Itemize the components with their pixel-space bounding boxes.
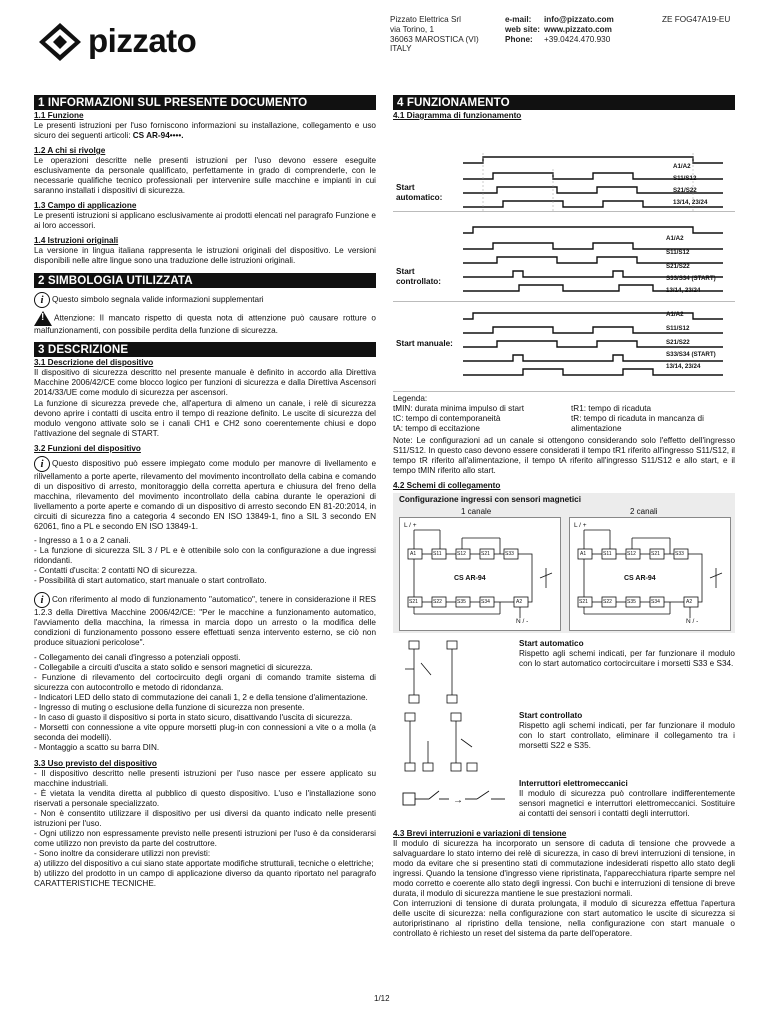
- pizzato-diamond-logo: [38, 22, 82, 62]
- list-item: - Indicatori LED dello stato di commutazione dei canali 1, 2 e della tensione d'alimentazione.: [34, 693, 368, 702]
- signal-label: A1/A2: [673, 163, 691, 170]
- signal-label: S33/S34 (START): [666, 275, 716, 282]
- para-3-1a: Il dispositivo di sicurezza descritto nel presente manuale è definito in accordo alla Direttiva Macchine 2006/42/CE come blocco logico per funzioni di sicurezza e dalla Direttiva Ascensori 2014/33/UE come modulo di sicurezza per ascensori.: [34, 368, 376, 397]
- signal-label: S11/S12: [673, 175, 697, 182]
- list-item: b) utilizzo del prodotto in un campo di applicazione diverso da quanto riportato nel paragrafo CARATTERISTICHE TECNICHE.: [34, 869, 376, 888]
- list-item: - È vietata la vendita diretta al pubblico di questo dispositivo. L'uso e l'installazione sono riservati a personale specializzato.: [34, 789, 376, 808]
- signal-label: S21/S22: [673, 187, 697, 194]
- list-item: - Sono inoltre da considerare utilizzi non previsti:: [34, 849, 211, 858]
- schematic-sub-2: 2 canali: [630, 507, 658, 516]
- info-note: i Questo simbolo segnala valide informazioni supplementari: [34, 292, 376, 308]
- signal-label: 13/14, 23/24: [673, 199, 708, 206]
- start-controlled-text: Rispetto agli schemi indicati, per far funzionare il modulo con lo start controllato, eliminare il collegamento tra i morsetti S22 e S35.: [519, 721, 735, 750]
- para-1-4: La versione in lingua italiana rappresenta le istruzioni originali del dispositivo. Le versioni disponibili nelle altre lingue sono una traduzione delle istruzioni originali.: [34, 246, 376, 265]
- list-item: - Possibilità di start automatico, start manuale o start controllato.: [34, 576, 267, 585]
- list-item: - Montaggio a scatto su barra DIN.: [34, 743, 160, 752]
- schematic-2-channels: L / + N / - CS AR-94 A1 S11 S12 S21 S33 S21 S22 S35 S34 A2: [569, 517, 731, 631]
- para-4-3a: Il modulo di sicurezza ha incorporato un sensore di caduta di tensione che provvede a salvaguardare lo stato interno dei relè di sicurezza, in caso di brevi interruzioni di tensione, in modo da evitare che si presentino stati di commutazione indesiderati rispetto allo stato degli ingressi. Quando la tensione d'ingresso viene ripristinata, l'apparecchiatura riparte sempre nel modo corretto e coerente allo stato degli ingressi. Con buchi e interruzioni di tensione di breve durata, il modulo di sicurezza mantiene le sue prestazioni normali.: [393, 839, 735, 898]
- heading-3-2: 3.2 Funzioni del dispositivo: [34, 444, 141, 453]
- list-item: - Collegabile a circuiti d'uscita a stato solido e sensori magnetici di sicurezza.: [34, 663, 313, 672]
- signal-label: A1/A2: [666, 235, 684, 242]
- diagram-label: Start automatico:: [396, 183, 443, 202]
- para-3-2a: i Questo dispositivo può essere impiegato come modulo per manovre di livellamento e rilivellamento a porte aperte, rilevamento del movimento incontrollato della cabina e comando di un dispositivo di arresto, monitoraggio della corretta apertura e chiusura del freno della macchina, rilevamento del movimento incontrollato della cabina durante le operazioni di livellamento a porte aperte e comando di un dispositivo di arresto secondo EN 81-20:2014, in circuiti di sicurezza fino a categoria 4 secondo EN ISO 13849-1, fino a SIL 3 secondo EN 62061, fino a PL e secondo EN ISO 13849-1.: [34, 458, 376, 531]
- para-3-2b: i Con riferimento al modo di funzionamento "automatico", tenere in considerazione il RES 1.2.3 della Direttiva Macchine 2006/42/CE: "Per le macchine a funzionamento automatico, l'avviamento della macchina, la rimessa in marcia dopo un arresto o la modifica delle condizioni di funzionamento possono essere effettuati senza intervento esterno, se ciò non produce situazioni pericolose".: [34, 594, 376, 647]
- legend-title: Legenda:: [393, 394, 428, 403]
- signal-label: S11/S12: [666, 325, 690, 332]
- wiring-lines: [400, 518, 560, 630]
- signal-label: S33/S34 (START): [666, 351, 716, 358]
- wiring-detail-icon: [401, 639, 471, 705]
- company-address: Pizzato Elettrica Srl via Torino, 1 36063 MAROSTICA (VI) ITALY: [390, 15, 479, 54]
- heading-4-3: 4.3 Brevi interruzioni e variazioni di tensione: [393, 829, 567, 838]
- list-item: - Contatti d'uscita: 2 contatti NO di sicurezza.: [34, 566, 198, 575]
- section-1-title: 1 INFORMAZIONI SUL PRESENTE DOCUMENTO: [34, 95, 376, 110]
- para-3-1b: La funzione di sicurezza prevede che, all'apertura di almeno un canale, i relè di sicurezza devono aprire i contatti di uscita entro il tempo di reazione definito. Le uscite di sicurezza del modulo vengono attivate solo se i canali CH1 e CH2 sono coerentemente chiusi e dopo l'attivazione del segnale di START.: [34, 399, 376, 438]
- signal-label: S21/S22: [666, 263, 690, 270]
- contacts-values: [544, 15, 614, 44]
- heading-1-3: 1.3 Campo di applicazione: [34, 201, 137, 210]
- list-item: - Ogni utilizzo non espressamente previsto nelle presenti istruzioni per l'uso è da considerarsi come utilizzo non previsto da parte del costruttore.: [34, 829, 376, 848]
- diagram-label: Start controllato:: [396, 267, 442, 286]
- electromechanical-title: Interruttori elettromeccanici: [519, 779, 628, 788]
- info-icon: i: [34, 456, 50, 472]
- diagram-label: Start manuale:: [396, 339, 453, 348]
- switch-symbols-icon: [401, 785, 511, 815]
- heading-4-2: 4.2 Schemi di collegamento: [393, 481, 501, 490]
- section-4-title: 4 FUNZIONAMENTO: [393, 95, 735, 110]
- timing-diagram-automatic: [393, 123, 735, 212]
- heading-1-2: 1.2 A chi si rivolge: [34, 146, 106, 155]
- para-1-2: Le operazioni descritte nelle presenti istruzioni per l'uso devono essere eseguite esclusivamente da personale qualificato, perfettamente in grado di comprenderle, con le necessarie qualifiche tecnico professionali per intervenire sulle macchine e impianti in cui saranno installati i dispositivi di sicurezza.: [34, 156, 376, 195]
- timing-diagram-controlled: [393, 213, 735, 302]
- list-item: - La funzione di sicurezza SIL 3 / PL e è ottenibile solo con la configurazione a due ingressi ridondanti.: [34, 546, 376, 565]
- electromechanical-block: [393, 779, 735, 829]
- warning-note: !Attenzione: Il mancato rispetto di questa nota di attenzione può causare rotture o malfunzionamenti, con possibile perdita della funzione di sicurezza.: [34, 311, 376, 336]
- heading-1-1: 1.1 Funzione: [34, 111, 84, 120]
- heading-3-3: 3.3 Uso previsto del dispositivo: [34, 759, 157, 768]
- heading-1-4: 1.4 Istruzioni originali: [34, 236, 119, 245]
- para-4-3b: Con interruzioni di tensione di durata prolungata, il modulo di sicurezza effettua l'apertura delle uscite di sicurezza: nella configurazione con start automatico le uscite di sicurezza si autoripristinano al ripristino della tensione, nella configurazione con start manuale o controllato è richiesto un reset del sistema da parte dell'operatore.: [393, 899, 735, 938]
- section-3-title: 3 DESCRIZIONE: [34, 342, 376, 357]
- schematic-panel: [393, 493, 735, 633]
- signal-label: 13/14, 23/24: [666, 363, 701, 370]
- use-list: [34, 769, 376, 889]
- legend: Legenda: tMIN: durata minima impulso di start tC: tempo di contemporaneità tA: tempo di eccitazione tR1: tempo di ricaduta tR: tempo di ricaduta in mancanza di alimentazione: [393, 394, 735, 436]
- heading-3-1: 3.1 Descrizione del dispositivo: [34, 358, 154, 367]
- right-column: [393, 95, 735, 939]
- electromechanical-text: Il modulo di sicurezza può controllare indifferentemente sensori magnetici e interruttori elettromeccanici. Sostituire ai contatti dei sensori i contatti degli interruttori.: [519, 789, 735, 818]
- brand-name: pizzato: [88, 22, 197, 59]
- list-item: - Il dispositivo descritto nelle presenti istruzioni per l'uso nasce per essere applicato su macchine industriali.: [34, 769, 376, 788]
- email-link[interactable]: info@pizzato.com: [544, 15, 614, 24]
- signal-label: 13/14, 23/24: [666, 287, 701, 294]
- phone-number: +39.0424.470.930: [544, 34, 611, 44]
- page-number: 1/12: [374, 994, 390, 1003]
- wiring-detail-icon: [401, 711, 481, 773]
- signal-label: S11/S12: [666, 249, 690, 256]
- warning-icon: [34, 311, 52, 326]
- schematic-sub-1: 1 canale: [461, 507, 492, 516]
- list-item: - Collegamento dei canali d'ingresso a potenziali opposti.: [34, 653, 241, 662]
- contacts-labels: e-mail: web site: Phone:: [505, 15, 541, 44]
- info-icon: i: [34, 592, 50, 608]
- para-1-3: Le presenti istruzioni si applicano esclusivamente ai prodotti elencati nel paragrafo Funzione e ai loro accessori.: [34, 211, 376, 230]
- list-item: - Ingresso di muting o esclusione della funzione di sicurezza non presente.: [34, 703, 305, 712]
- schematic-title: Configurazione ingressi con sensori magnetici: [399, 495, 581, 504]
- diagram-note: Note: Le configurazioni ad un canale si ottengono considerando solo l'effetto dell'ingresso S11/S12. In questo caso devono essere considerati il tempo tR1 riferito all'ingresso S11/S12, il tempo tR riferito all'alimentazione, il tempo tA riferito all'ingresso S11/S12 e allo start, e il tempo tMIN riferito allo start.: [393, 436, 735, 475]
- list-item: - Ingresso a 1 o a 2 canali.: [34, 536, 131, 545]
- list-item: a) utilizzo del dispositivo a cui siano state apportate modifiche strutturali, tecniche o elettriche;: [34, 859, 374, 868]
- start-automatic-block: [393, 639, 735, 707]
- website-link[interactable]: www.pizzato.com: [544, 24, 612, 34]
- list-item: - Morsetti con connessione a vite oppure morsetti plug-in con connessioni a vite o a molla (a seconda dei modelli).: [34, 723, 376, 742]
- info-icon: i: [34, 292, 50, 308]
- timing-diagram-manual: [393, 303, 735, 392]
- para-1-1: Le presenti istruzioni per l'uso forniscono informazioni su installazione, collegamento e uso sicuro dei seguenti articoli: CS AR-94••••.: [34, 121, 376, 140]
- list-item: - Non è consentito utilizzare il dispositivo per usi diversi da quanto indicato nelle presenti istruzioni per l'uso.: [34, 809, 376, 828]
- start-automatic-title: Start automatico: [519, 639, 584, 648]
- signal-label: S21/S22: [666, 339, 690, 346]
- start-controlled-block: [393, 711, 735, 777]
- functions-list-2: [34, 653, 376, 753]
- start-controlled-title: Start controllato: [519, 711, 583, 720]
- schematic-1-channel: L / + N / - CS AR-94 A1 S11 S12 S21 S33 S21 S22 S35 S34 A2: [399, 517, 561, 631]
- functions-list-1: [34, 536, 376, 586]
- list-item: - In caso di guasto il dispositivo si porta in stato sicuro, disattivando l'uscita di sicurezza.: [34, 713, 353, 722]
- left-column: [34, 95, 376, 889]
- start-automatic-text: Rispetto agli schemi indicati, per far funzionare il modulo con lo start automatico cortocircuitare i morsetti S33 e S34.: [519, 649, 735, 668]
- logo: [38, 22, 238, 62]
- doc-code: ZE FOG47A19-EU: [662, 15, 731, 24]
- heading-4-1: 4.1 Diagramma di funzionamento: [393, 111, 522, 120]
- signal-label: A1/A2: [666, 311, 684, 318]
- section-2-title: 2 SIMBOLOGIA UTILIZZATA: [34, 273, 376, 288]
- wiring-lines: [570, 518, 730, 630]
- list-item: - Funzione di rilevamento del cortocircuito degli organi di comando tramite sistema di sicurezza con autocontrollo e metodo di ridondanza.: [34, 673, 376, 692]
- svg-text:→: →: [453, 795, 463, 806]
